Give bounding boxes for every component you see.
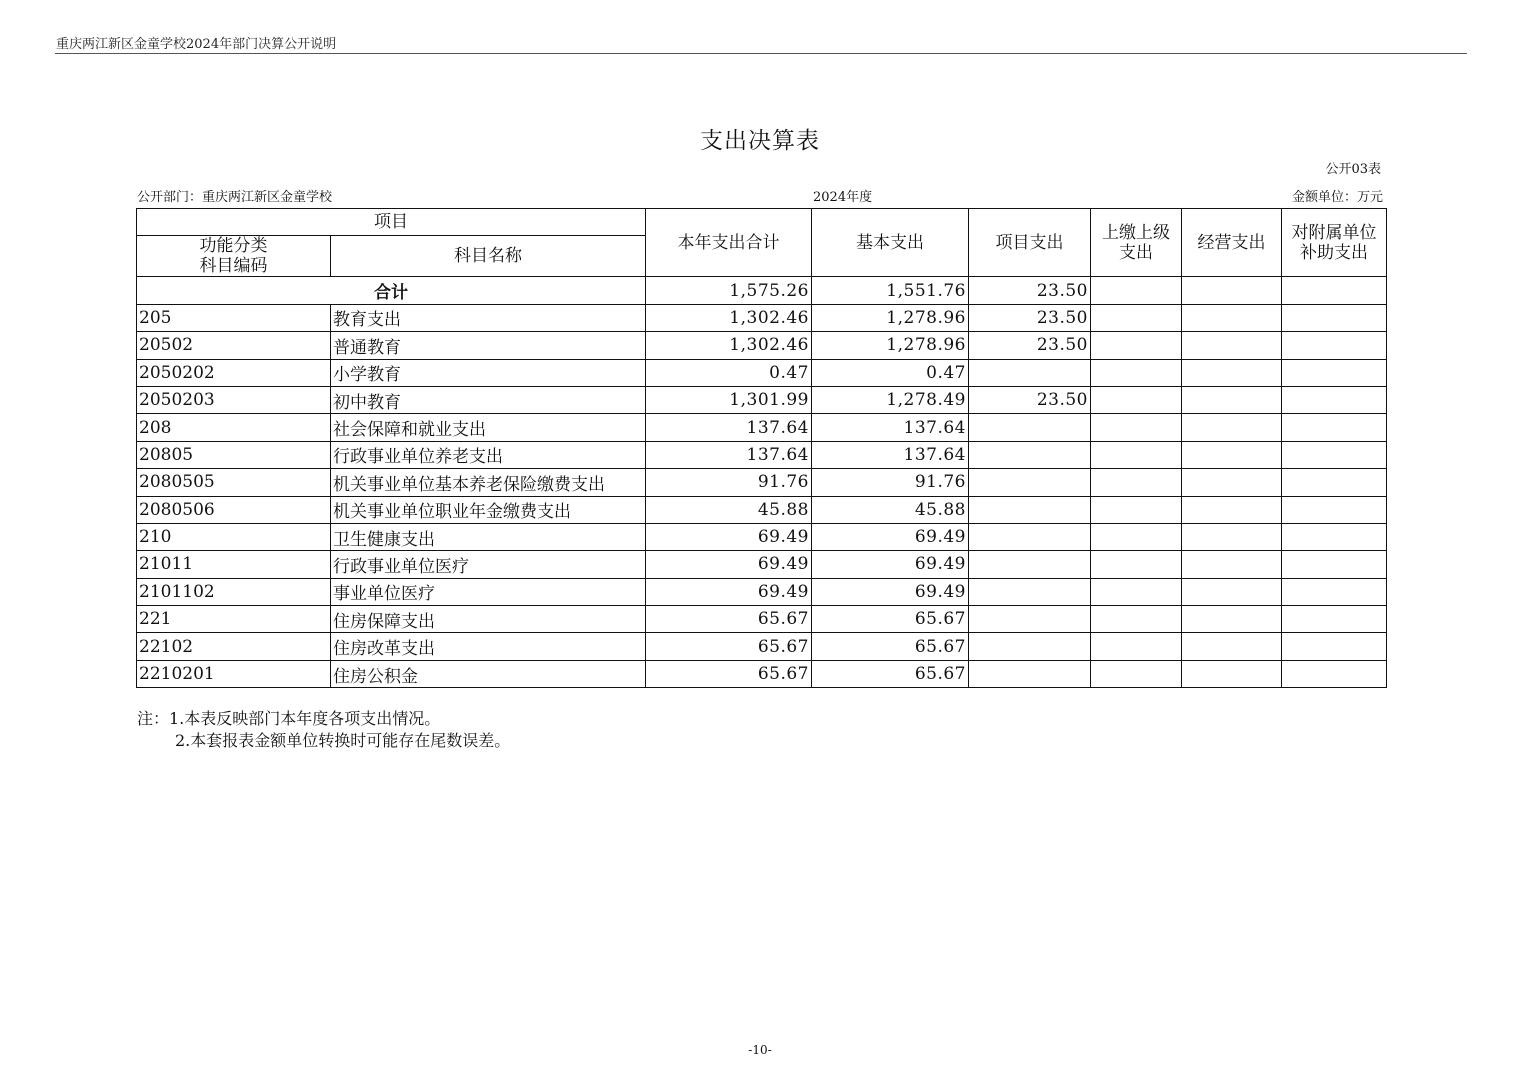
cell-subsidy (1282, 660, 1387, 687)
cell-business (1182, 441, 1282, 468)
table-row (137, 469, 1387, 496)
cell-total: 65.67 (646, 606, 812, 633)
header-name: 科目名称 (331, 236, 646, 277)
cell-total: 91.76 (646, 469, 812, 496)
table-notes (137, 708, 510, 752)
table-row (137, 606, 1387, 633)
cell-project (969, 606, 1091, 633)
cell-business (1182, 304, 1282, 331)
cell-project: 23.50 (969, 332, 1091, 359)
cell-project (969, 359, 1091, 386)
cell-business (1182, 496, 1282, 523)
cell-project (969, 660, 1091, 687)
table-row (137, 633, 1387, 660)
report-year: 2024年度 (813, 190, 873, 205)
table-row (137, 414, 1387, 441)
cell-project (969, 441, 1091, 468)
table-row (137, 551, 1387, 578)
cell-business (1182, 359, 1282, 386)
report-meta (137, 186, 1383, 204)
cell-code: 21011 (137, 551, 331, 578)
header-item: 项目 (137, 209, 646, 236)
cell-code: 20502 (137, 332, 331, 359)
cell-superior (1091, 606, 1182, 633)
table-row (137, 359, 1387, 386)
form-code: 公开03表 (1325, 162, 1381, 177)
cell-basic: 45.88 (812, 496, 969, 523)
cell-total: 1,302.46 (646, 332, 812, 359)
cell-code: 2210201 (137, 660, 331, 687)
cell-superior (1091, 578, 1182, 605)
cell-basic: 1,278.96 (812, 304, 969, 331)
cell-project (969, 551, 1091, 578)
cell-name: 住房改革支出 (331, 633, 646, 660)
table-body (137, 277, 1387, 688)
cell-basic: 137.64 (812, 441, 969, 468)
cell-total: 1,301.99 (646, 386, 812, 413)
cell-total: 65.67 (646, 660, 812, 687)
cell-project (969, 523, 1091, 550)
cell-business (1182, 332, 1282, 359)
cell-basic: 65.67 (812, 660, 969, 687)
cell-business (1182, 277, 1282, 304)
cell-subsidy (1282, 332, 1387, 359)
cell-basic: 65.67 (812, 606, 969, 633)
cell-total: 0.47 (646, 359, 812, 386)
cell-business (1182, 386, 1282, 413)
cell-business (1182, 469, 1282, 496)
header-project: 项目支出 (969, 209, 1091, 277)
cell-name: 社会保障和就业支出 (331, 414, 646, 441)
cell-name: 行政事业单位养老支出 (331, 441, 646, 468)
cell-superior (1091, 496, 1182, 523)
cell-subsidy (1282, 551, 1387, 578)
table-row (137, 386, 1387, 413)
cell-business (1182, 633, 1282, 660)
cell-code: 20805 (137, 441, 331, 468)
header-subsidy: 对附属单位 补助支出 (1282, 209, 1387, 277)
cell-total: 69.49 (646, 523, 812, 550)
cell-subsidy (1282, 496, 1387, 523)
cell-superior (1091, 414, 1182, 441)
cell-code: 2050203 (137, 386, 331, 413)
cell-total: 45.88 (646, 496, 812, 523)
cell-business (1182, 578, 1282, 605)
cell-business (1182, 606, 1282, 633)
cell-project (969, 633, 1091, 660)
cell-business (1182, 551, 1282, 578)
cell-name: 事业单位医疗 (331, 578, 646, 605)
cell-basic: 69.49 (812, 551, 969, 578)
cell-superior (1091, 469, 1182, 496)
cell-superior (1091, 441, 1182, 468)
cell-subsidy (1282, 359, 1387, 386)
cell-code: 2101102 (137, 578, 331, 605)
cell-business (1182, 414, 1282, 441)
cell-code: 2080505 (137, 469, 331, 496)
cell-project (969, 414, 1091, 441)
cell-subsidy (1282, 441, 1387, 468)
cell-name: 教育支出 (331, 304, 646, 331)
cell-superior (1091, 660, 1182, 687)
cell-name: 卫生健康支出 (331, 523, 646, 550)
cell-basic: 69.49 (812, 578, 969, 605)
cell-basic: 1,278.49 (812, 386, 969, 413)
cell-subsidy (1282, 386, 1387, 413)
header-code: 功能分类 科目编码 (137, 236, 331, 277)
cell-code: 2080506 (137, 496, 331, 523)
report-title: 支出决算表 (700, 128, 820, 154)
cell-superior (1091, 304, 1182, 331)
cell-total: 137.64 (646, 414, 812, 441)
cell-total: 1,302.46 (646, 304, 812, 331)
cell-code: 205 (137, 304, 331, 331)
cell-business (1182, 523, 1282, 550)
cell-total: 69.49 (646, 551, 812, 578)
cell-basic: 1,278.96 (812, 332, 969, 359)
cell-subsidy (1282, 469, 1387, 496)
table-row (137, 441, 1387, 468)
cell-subsidy (1282, 578, 1387, 605)
cell-project (969, 578, 1091, 605)
table-row (137, 332, 1387, 359)
table-row (137, 523, 1387, 550)
cell-project: 23.50 (969, 277, 1091, 304)
cell-project: 23.50 (969, 304, 1091, 331)
cell-subsidy (1282, 304, 1387, 331)
amount-unit: 金额单位：万元 (1291, 190, 1383, 205)
cell-superior (1091, 523, 1182, 550)
cell-superior (1091, 633, 1182, 660)
cell-name: 机关事业单位职业年金缴费支出 (331, 496, 646, 523)
cell-superior (1091, 551, 1182, 578)
note-line-2: 2.本套报表金额单位转换时可能存在尾数误差。 (175, 731, 511, 750)
cell-total: 1,575.26 (646, 277, 812, 304)
header-basic: 基本支出 (812, 209, 969, 277)
cell-total: 69.49 (646, 578, 812, 605)
document-header: 重庆两江新区金童学校2024年部门决算公开说明 (56, 37, 337, 52)
cell-subsidy (1282, 633, 1387, 660)
cell-name: 行政事业单位医疗 (331, 551, 646, 578)
cell-business (1182, 660, 1282, 687)
cell-subsidy (1282, 277, 1387, 304)
table-row (137, 304, 1387, 331)
cell-project: 23.50 (969, 386, 1091, 413)
cell-superior (1091, 386, 1182, 413)
table-row (137, 578, 1387, 605)
cell-name: 普通教育 (331, 332, 646, 359)
cell-subsidy (1282, 414, 1387, 441)
cell-basic: 91.76 (812, 469, 969, 496)
cell-name: 小学教育 (331, 359, 646, 386)
note-line-1: 注：1.本表反映部门本年度各项支出情况。 (137, 709, 441, 728)
cell-name: 住房保障支出 (331, 606, 646, 633)
cell-code: 208 (137, 414, 331, 441)
department-label: 公开部门：重庆两江新区金童学校 (137, 190, 333, 205)
header-superior: 上缴上级 支出 (1091, 209, 1182, 277)
cell-code: 22102 (137, 633, 331, 660)
cell-name: 住房公积金 (331, 660, 646, 687)
cell-total: 137.64 (646, 441, 812, 468)
cell-code: 221 (137, 606, 331, 633)
table-header (137, 209, 1387, 277)
cell-basic: 137.64 (812, 414, 969, 441)
cell-basic: 69.49 (812, 523, 969, 550)
cell-total: 65.67 (646, 633, 812, 660)
cell-basic: 65.67 (812, 633, 969, 660)
table-row (137, 496, 1387, 523)
cell-project (969, 469, 1091, 496)
cell-name: 机关事业单位基本养老保险缴费支出 (331, 469, 646, 496)
total-row (137, 277, 1387, 304)
cell-code: 210 (137, 523, 331, 550)
cell-basic: 0.47 (812, 359, 969, 386)
page-number: -10- (748, 1043, 772, 1057)
cell-subsidy (1282, 606, 1387, 633)
cell-superior (1091, 359, 1182, 386)
cell-name: 初中教育 (331, 386, 646, 413)
cell-project (969, 496, 1091, 523)
header-business: 经营支出 (1182, 209, 1282, 277)
header-divider (55, 53, 1467, 54)
table-row (137, 660, 1387, 687)
cell-basic: 1,551.76 (812, 277, 969, 304)
cell-superior (1091, 332, 1182, 359)
cell-subsidy (1282, 523, 1387, 550)
cell-superior (1091, 277, 1182, 304)
total-label: 合计 (137, 277, 646, 304)
cell-code: 2050202 (137, 359, 331, 386)
expense-table (136, 208, 1387, 688)
header-total: 本年支出合计 (646, 209, 812, 277)
